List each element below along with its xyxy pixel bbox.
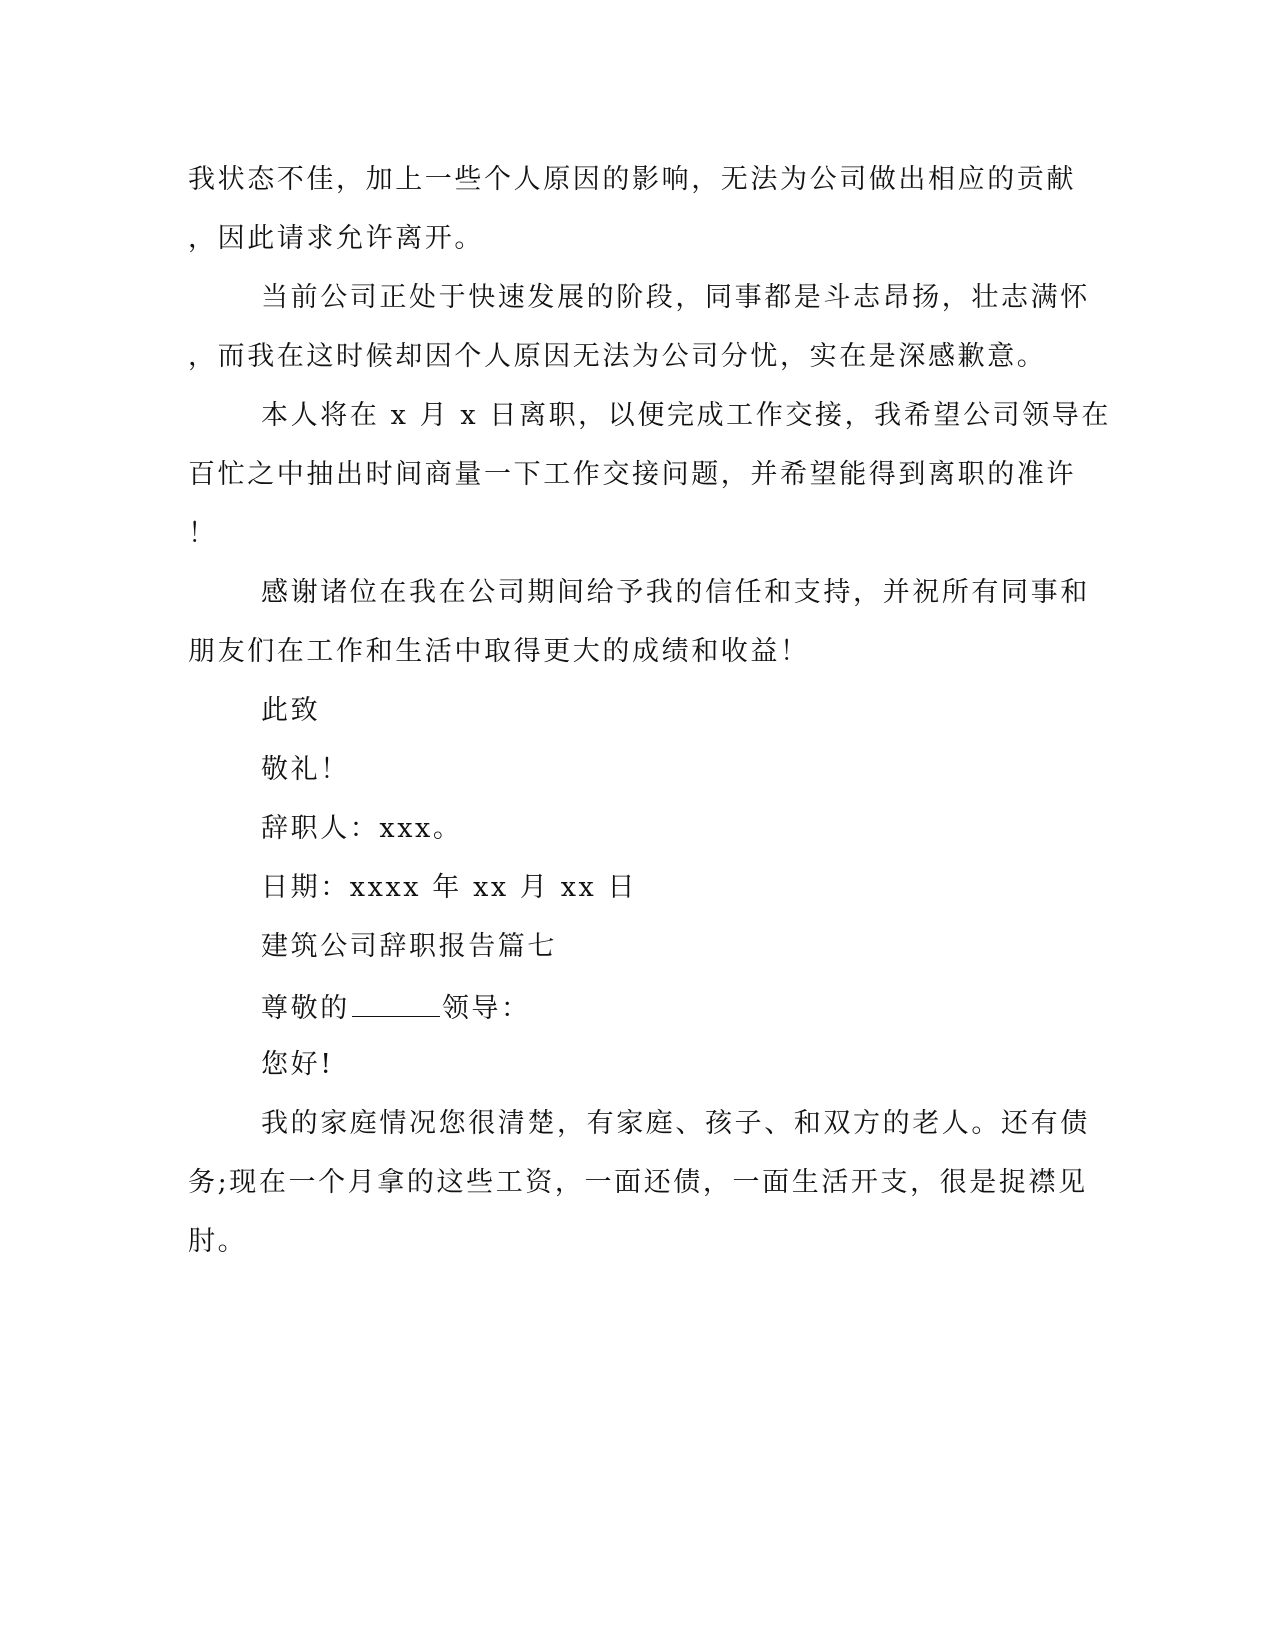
greeting-suffix: 领导： xyxy=(441,993,531,1024)
paragraph-3-line-3: ！ xyxy=(188,518,218,549)
greeting-line xyxy=(261,988,531,1027)
paragraph-1-line-2: ，因此请求允许离开。 xyxy=(188,223,484,254)
hello-line: 您好! xyxy=(261,1049,334,1080)
closing-text: 此致 xyxy=(261,695,321,726)
paragraph-5-line-2: 务;现在一个月拿的这些工资，一面还债，一面生活开支，很是捉襟见 xyxy=(188,1167,1088,1198)
paragraph-2-line-1: 当前公司正处于快速发展的阶段，同事都是斗志昂扬，壮志满怀 xyxy=(261,282,1090,313)
date-line: 日期：xxxx 年 xx 月 xx 日 xyxy=(261,872,638,903)
paragraph-4-line-2: 朋友们在工作和生活中取得更大的成绩和收益！ xyxy=(188,636,810,667)
paragraph-2-line-2: ，而我在这时候却因个人原因无法为公司分忧，实在是深感歉意。 xyxy=(188,341,1047,372)
salute-text: 敬礼！ xyxy=(261,754,350,785)
paragraph-1-line-1: 我状态不佳，加上一些个人原因的影响，无法为公司做出相应的贡献 xyxy=(188,164,1076,195)
paragraph-4-line-1: 感谢诸位在我在公司期间给予我的信任和支持，并祝所有同事和 xyxy=(261,577,1090,608)
name-blank-underline xyxy=(352,988,440,1017)
paragraph-5-line-3: 肘。 xyxy=(188,1226,248,1257)
paragraph-5-line-1: 我的家庭情况您很清楚，有家庭、孩子、和双方的老人。还有债 xyxy=(261,1108,1090,1139)
greeting-prefix: 尊敬的 xyxy=(261,993,350,1024)
signer-line: 辞职人：xxx。 xyxy=(261,813,463,844)
section-title: 建筑公司辞职报告篇七 xyxy=(261,931,557,962)
paragraph-3-line-1: 本人将在 x 月 x 日离职，以便完成工作交接，我希望公司领导在 xyxy=(261,400,1111,431)
paragraph-3-line-2: 百忙之中抽出时间商量一下工作交接问题，并希望能得到离职的准许 xyxy=(188,459,1076,490)
